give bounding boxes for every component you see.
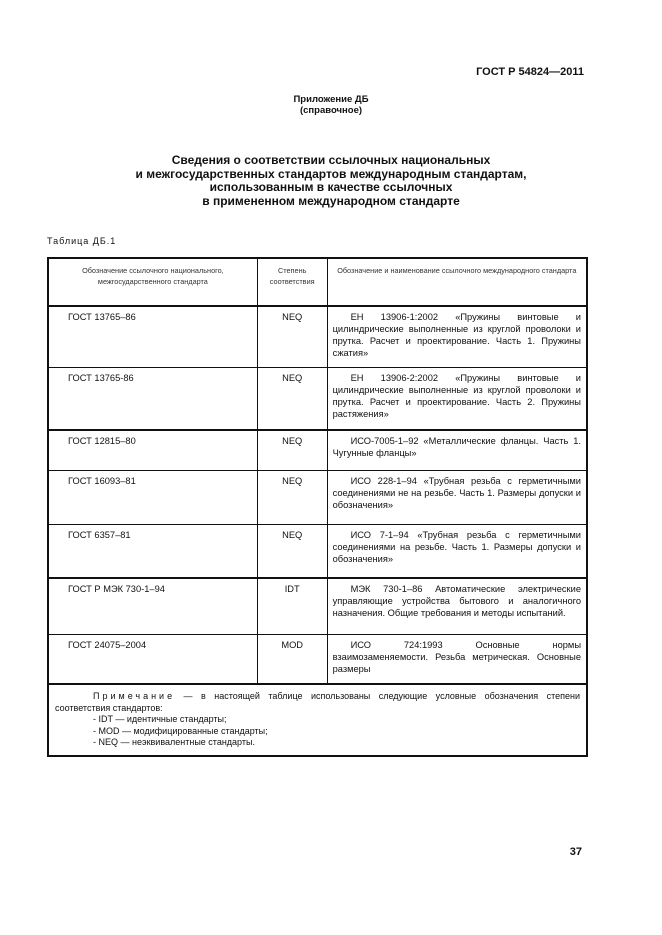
table-row xyxy=(48,368,587,431)
degree: NEQ xyxy=(257,471,327,525)
national-standard: ГОСТ 24075–2004 xyxy=(48,635,257,685)
title-line: в примененном международном стандарте xyxy=(202,193,460,208)
column-header: Обозначение ссылочного национального, межгосударственного стандарта xyxy=(48,258,257,306)
national-standard: ГОСТ 13765-86 xyxy=(48,368,257,431)
international-standard: ИСО 7-1–94 «Трубная резьба с герметичными соединениями на резьбе. Часть 1. Размеры допуски и обозначения» xyxy=(332,530,581,564)
note-item: - IDT — идентичные стандарты; xyxy=(93,714,227,724)
national-standard: ГОСТ 6357–81 xyxy=(48,525,257,579)
national-standard: ГОСТ Р МЭК 730-1–94 xyxy=(48,578,257,635)
international-standard: ИСО-7005-1–92 «Металлические фланцы. Часть 1. Чугунные фланцы» xyxy=(332,436,581,458)
standards-table xyxy=(47,257,588,757)
table-row xyxy=(48,635,587,685)
appendix-title: Приложение ДБ xyxy=(293,94,369,105)
table-caption: Таблица ДБ.1 xyxy=(47,236,117,246)
note-item: - NEQ — неэквивалентные стандарты. xyxy=(93,737,255,747)
title-line: Сведения о соответствии ссылочных национальных xyxy=(171,153,491,167)
table-row xyxy=(48,578,587,635)
table-row xyxy=(48,471,587,525)
degree: NEQ xyxy=(257,368,327,431)
international-standard: МЭК 730-1–86 Автоматические электрические управляющие устройства бытового и аналогичного назначения. Общие требования и методы испытаний. xyxy=(332,584,581,618)
international-standard: ИСО 724:1993 Основные нормы взаимозаменяемости. Резьба метрическая. Основные размеры xyxy=(332,640,581,674)
note-label: Примечание xyxy=(93,691,176,701)
national-standard: ГОСТ 16093–81 xyxy=(48,471,257,525)
page-title xyxy=(60,154,602,208)
column-header: Степень соответствия xyxy=(257,258,327,306)
table-note xyxy=(48,684,587,756)
national-standard: ГОСТ 12815–80 xyxy=(48,430,257,471)
table-row xyxy=(48,306,587,368)
page-number: 37 xyxy=(569,846,582,858)
table-row xyxy=(48,430,587,471)
appendix-heading xyxy=(0,94,662,116)
degree: NEQ xyxy=(257,430,327,471)
appendix-subtitle: (справочное) xyxy=(299,105,363,116)
document-code: ГОСТ Р 54824—2011 xyxy=(476,66,584,78)
degree: NEQ xyxy=(257,306,327,368)
degree: IDT xyxy=(257,578,327,635)
table-row xyxy=(48,525,587,579)
note-item: - MOD — модифицированные стандарты; xyxy=(93,725,268,736)
table-header-row xyxy=(48,258,587,306)
title-line: и межгосударственных стандартов международным стандартам, xyxy=(135,166,527,181)
international-standard: ЕН 13906-2:2002 «Пружины винтовые и цилиндрические выполненные из круглой проволоки и прутка. Расчет и проектирование. Часть 2. Пружины растяжения» xyxy=(332,373,581,419)
title-line: использованным в качестве ссылочных xyxy=(209,180,453,194)
international-standard: ИСО 228-1–94 «Трубная резьба с герметичными соединениями не на резьбе. Часть 1. Размеры допуски и обозначения» xyxy=(332,476,581,510)
national-standard: ГОСТ 13765–86 xyxy=(48,306,257,368)
degree: MOD xyxy=(257,635,327,685)
note-text: — в настоящей таблице использованы следующие условные обозначения степени соответствия стандартов: xyxy=(55,691,580,713)
degree: NEQ xyxy=(257,525,327,579)
table-note-row xyxy=(48,684,587,756)
column-header: Обозначение и наименование ссылочного международного стандарта xyxy=(327,258,587,306)
international-standard: ЕН 13906-1:2002 «Пружины винтовые и цилиндрические выполненные из круглой проволоки и прутка. Расчет и проектирование. Часть 1. Пружины сжатия» xyxy=(332,312,581,358)
